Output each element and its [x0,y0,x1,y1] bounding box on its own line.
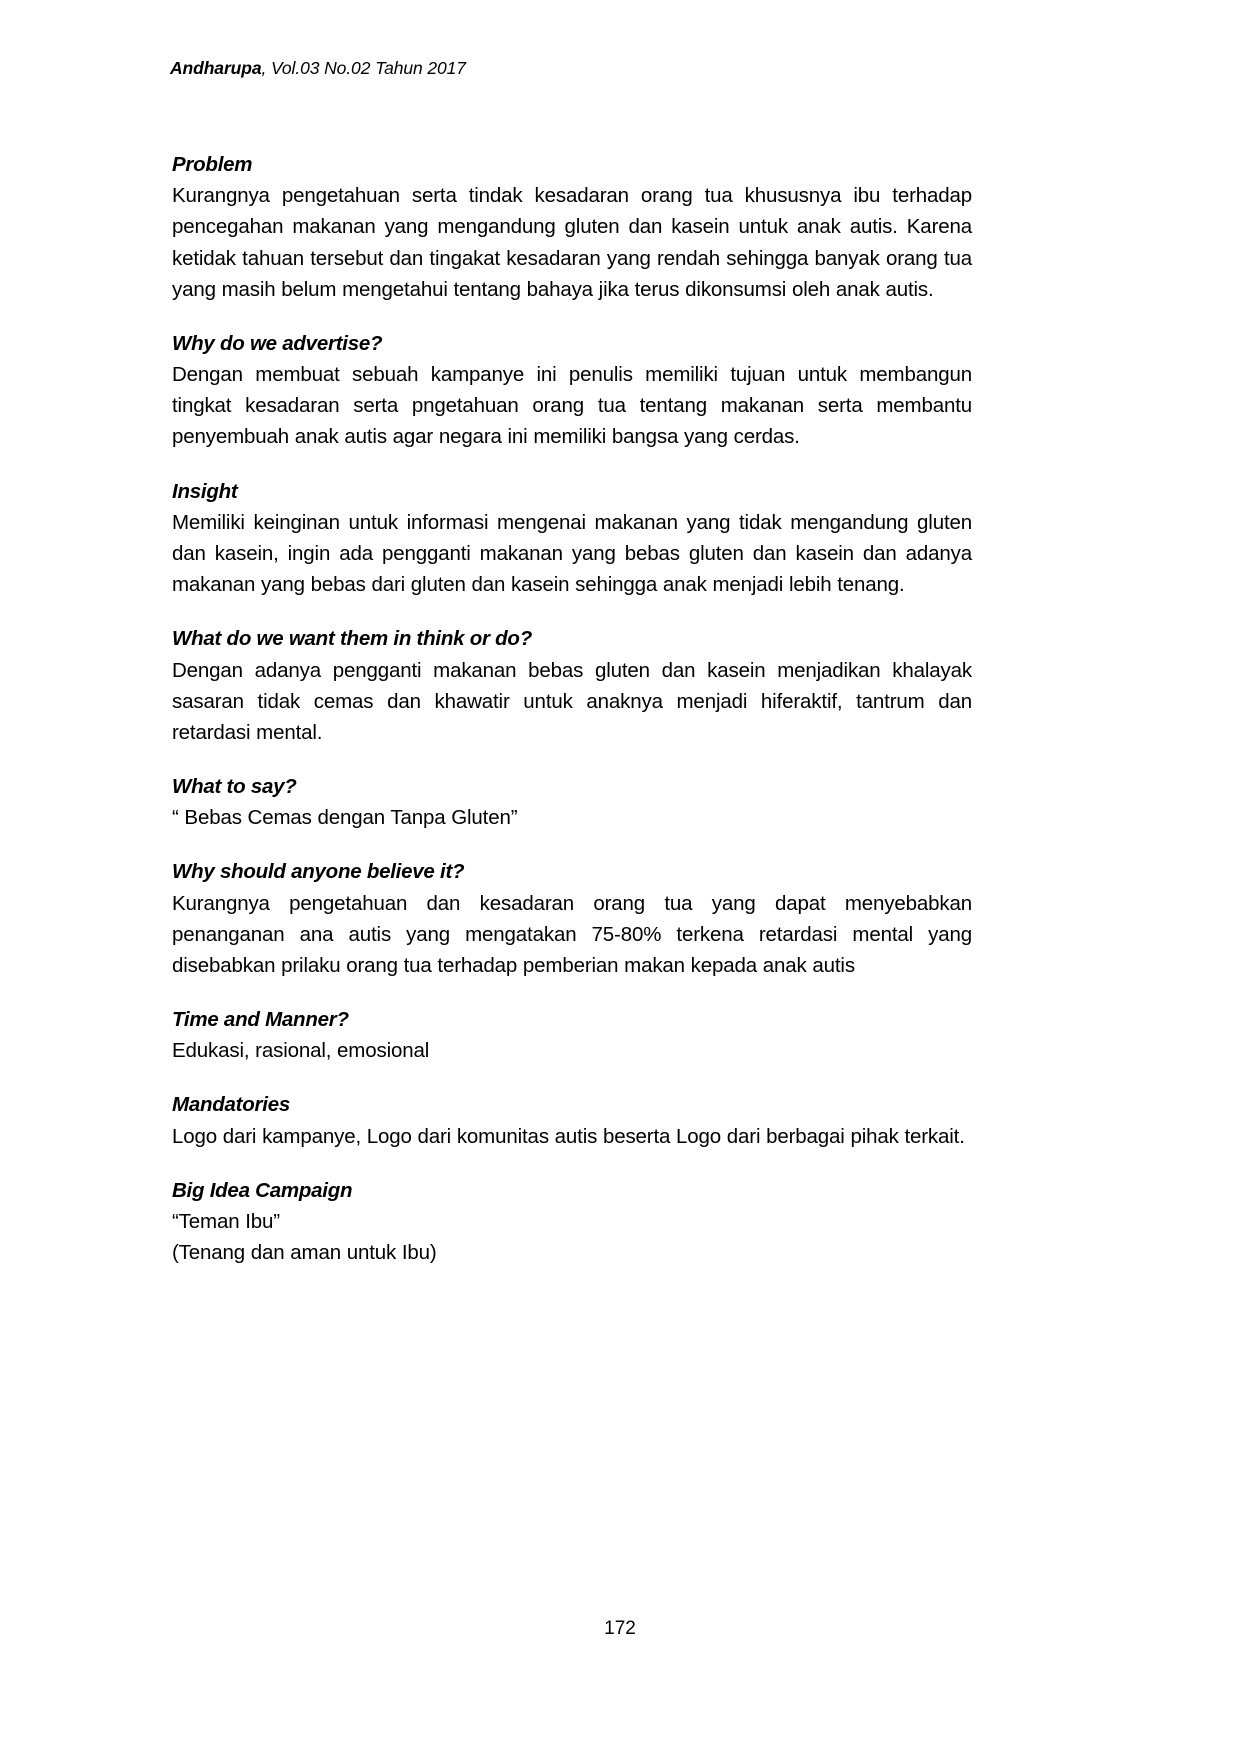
section-heading: Mandatories [172,1093,290,1117]
section-heading: What do we want them in think or do? [172,627,532,651]
document-section [172,859,972,981]
section-heading: Problem [172,153,253,176]
section-heading: Why do we advertise? [172,331,383,355]
page-number: 172 [604,1618,636,1639]
section-paragraph: “Teman Ibu” [172,1210,280,1234]
section-paragraph: Kurangnya pengetahuan serta tindak kesadaran orang tua khususnya ibu terhadap pencegahan makanan yang mengandung gluten dan kasein untuk anak autis. Karena ketidak tahuan tersebut dan tingakat kesadaran yang rendah sehingga banyak orang tua yang masih belum mengetahui tentang bahaya jika terus dikonsumsi oleh anak autis. [172,184,972,301]
document-section [172,1092,972,1151]
section-heading: Insight [172,479,238,503]
document-section [172,626,972,748]
section-heading: What to say? [172,774,297,798]
journal-title: Andharupa [170,58,262,78]
document-section [172,152,972,305]
running-head [170,58,466,79]
section-heading: Big Idea Campaign [172,1178,353,1202]
section-paragraph: Dengan membuat sebuah kampanye ini penulis memiliki tujuan untuk membangun tingkat kesadaran serta pngetahuan orang tua tentang makanan serta membantu penyembuah anak autis agar negara ini memiliki bangsa yang cerdas. [172,363,972,449]
section-heading: Why should anyone believe it? [172,860,465,884]
section-paragraph: Dengan adanya pengganti makanan bebas gluten dan kasein menjadikan khalayak sasaran tidak cemas dan khawatir untuk anaknya menjadi hiferaktif, tantrum dan retardasi mental. [172,658,972,744]
document-section [172,774,972,833]
section-paragraph: Memiliki keinginan untuk informasi mengenai makanan yang tidak mengandung gluten dan kasein, ingin ada pengganti makanan yang bebas gluten dan kasein dan adanya makanan yang bebas dari gluten dan kasein sehingga anak menjadi lebih tenang. [172,510,972,597]
section-paragraph: Logo dari kampanye, Logo dari komunitas autis beserta Logo dari berbagai pihak terkait. [172,1124,965,1148]
document-body [172,152,972,1268]
document-section [172,1178,972,1269]
section-paragraph: Edukasi, rasional, emosional [172,1039,430,1063]
section-paragraph: “ Bebas Cemas dengan Tanpa Gluten” [172,806,518,830]
section-paragraph: Kurangnya pengetahuan dan kesadaran orang tua yang dapat menyebabkan penanganan ana autis yang mengatakan 75-80% terkena retardasi mental yang disebabkan prilaku orang tua terhadap pemberian makan kepada anak autis [172,891,972,977]
journal-issue: , Vol.03 No.02 Tahun 2017 [261,58,466,78]
section-heading: Time and Manner? [172,1008,349,1032]
document-section [172,331,972,453]
document-section [172,1007,972,1066]
document-section [172,479,972,601]
section-paragraph: (Tenang dan aman untuk Ibu) [172,1241,437,1265]
